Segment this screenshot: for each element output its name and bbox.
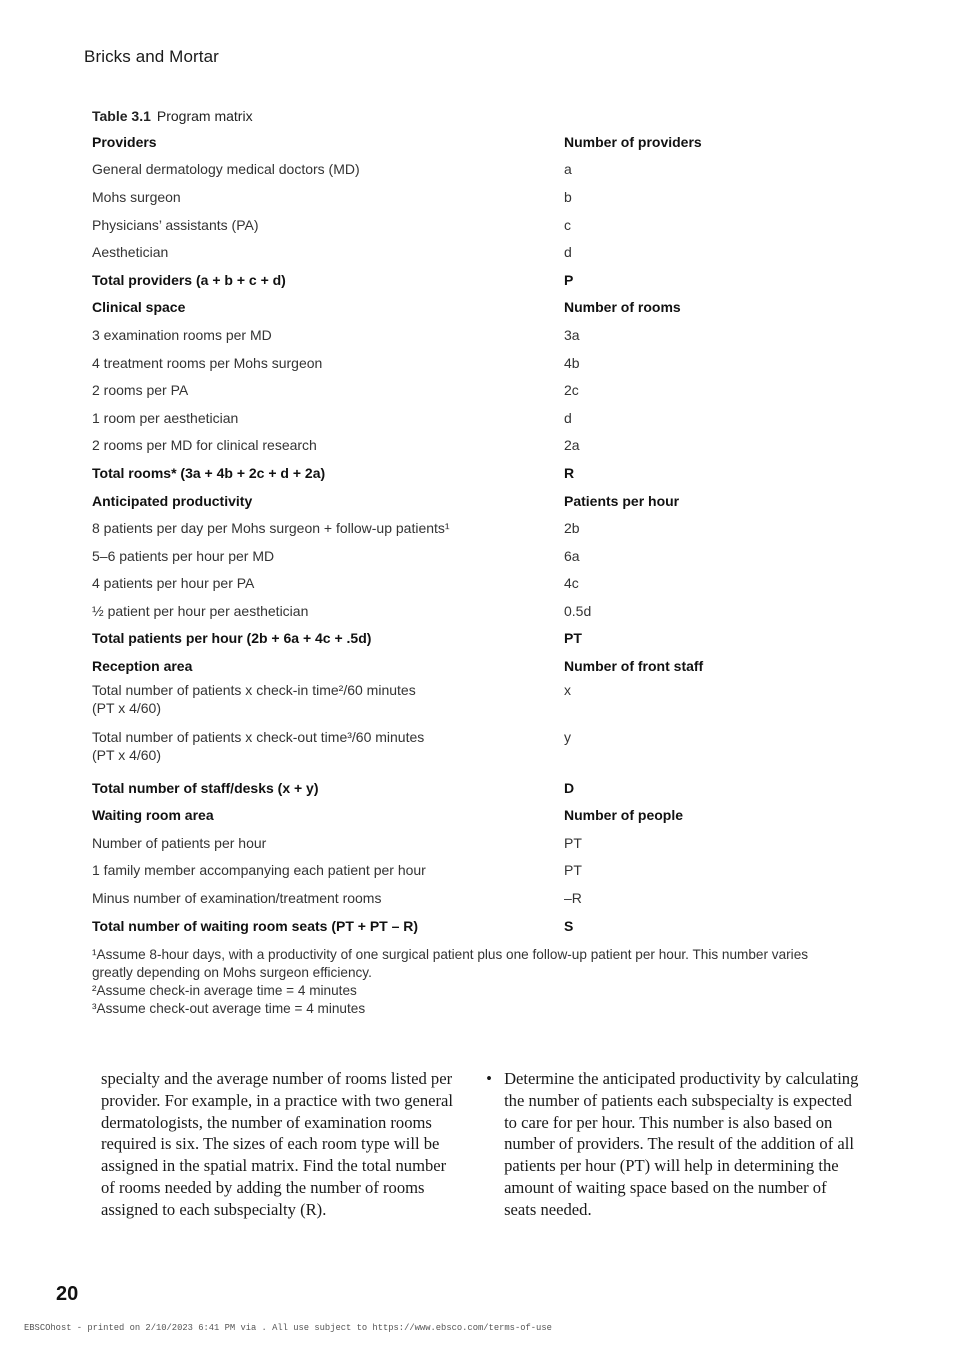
- table-row: [92, 570, 852, 598]
- table-cell-value: Number of providers: [564, 133, 702, 150]
- cell-text-line2: (PT x 4/60): [92, 746, 161, 763]
- table-cell-item: [92, 409, 564, 427]
- cell-text: Waiting room area: [92, 807, 214, 824]
- table-row: [92, 238, 852, 266]
- cell-text: Reception area: [92, 658, 193, 675]
- table-row: [92, 727, 852, 774]
- table-cell-value: 3a: [564, 326, 580, 343]
- table-footnotes: [92, 946, 852, 1018]
- table-cell-item: [92, 160, 564, 178]
- table-cell-value: y: [564, 728, 571, 745]
- table-cell-value: P: [564, 271, 574, 288]
- table-cell-item: [92, 889, 564, 907]
- table-row: [92, 774, 852, 802]
- table-cell-value: 6a: [564, 547, 580, 564]
- table-cell-item: [92, 728, 564, 764]
- table-row: [92, 211, 852, 239]
- table-row: [92, 652, 852, 680]
- cell-text: 3 examination rooms per MD: [92, 326, 272, 343]
- table-caption: [92, 106, 852, 128]
- table-row: [92, 128, 852, 156]
- table-cell-item: [92, 681, 564, 717]
- table-cell-value: x: [564, 681, 571, 698]
- page-number: 20: [56, 1283, 79, 1305]
- table-cell-item: [92, 574, 564, 592]
- table-cell-item: [92, 834, 564, 852]
- table-cell-value: d: [564, 244, 572, 261]
- table-cell-value: Number of rooms: [564, 299, 681, 316]
- table-row: [92, 514, 852, 542]
- footnote: ¹Assume 8-hour days, with a productivity of one surgical patient plus one follow-up patient per hour. This number varies greatly depending on Mohs surgeon efficiency.: [92, 947, 809, 981]
- table-cell-item: [92, 216, 564, 234]
- cell-text: General dermatology medical doctors (MD): [92, 161, 360, 178]
- table-cell-item: [92, 298, 564, 316]
- table-cell-value: Number of front staff: [564, 658, 704, 675]
- table-cell-value: D: [564, 779, 575, 796]
- table-row: [92, 625, 852, 653]
- table-cell-item: [92, 464, 564, 482]
- cell-text: Total number of waiting room seats (PT + PT – R): [92, 917, 419, 934]
- table-row: [92, 432, 852, 460]
- table-cell-value: 2a: [564, 437, 580, 454]
- table-cell-item: [92, 188, 564, 206]
- table-row: [92, 857, 852, 885]
- cell-text: Clinical space: [92, 299, 186, 316]
- table-cell-value: c: [564, 216, 571, 233]
- cell-text: 2 rooms per MD for clinical research: [92, 437, 317, 454]
- cell-text: Total number of patients x check-in time²/60 minutes: [92, 681, 416, 698]
- cell-text: 4 treatment rooms per Mohs surgeon: [92, 354, 323, 371]
- bullet-marker: •: [486, 1069, 492, 1088]
- table-cell-item: [92, 243, 564, 261]
- table-cell-value: 4b: [564, 354, 580, 371]
- cell-text: 5–6 patients per hour per MD: [92, 547, 275, 564]
- table-cell-item: [92, 806, 564, 824]
- cell-text: Total providers (a + b + c + d): [92, 271, 286, 288]
- body-text: [101, 1068, 861, 1221]
- table-cell-item: [92, 381, 564, 399]
- table-cell-value: S: [564, 917, 574, 934]
- table-cell-item: [92, 354, 564, 372]
- cell-text: 8 patients per day per Mohs surgeon + follow-up patients¹: [92, 520, 450, 537]
- table-cell-value: b: [564, 188, 572, 205]
- cell-text: Total rooms* (3a + 4b + 2c + d + 2a): [92, 464, 326, 481]
- table-cell-value: 4c: [564, 575, 579, 592]
- cell-text: 2 rooms per PA: [92, 382, 189, 399]
- cell-text: 4 patients per hour per PA: [92, 575, 255, 592]
- body-bullet-item: Determine the anticipated productivity by calculating the number of patients each subspecialty is expected to care for per hour. This number is also based on number of providers. The result of the addition of all patients per hour (PT) will help in determining the amount of waiting space based on the number of seats needed.: [504, 1069, 859, 1219]
- cell-text: Number of patients per hour: [92, 834, 267, 851]
- footnote: ²Assume check-in average time = 4 minutes: [92, 983, 357, 999]
- table-cell-value: a: [564, 161, 572, 178]
- body-right-column: [486, 1068, 861, 1221]
- program-matrix-table: [92, 106, 852, 1018]
- body-left-paragraph: specialty and the average number of rooms listed per provider. For example, in a practice with two general dermatologists, the number of examination rooms required is six. The sizes of each room type will be assigned in the spatial matrix. Find the total number of rooms needed by adding the number of rooms assigned to each subspecialty (R).: [101, 1069, 454, 1219]
- cell-text: 1 family member accompanying each patient per hour: [92, 862, 426, 879]
- table-cell-item: [92, 133, 564, 151]
- table-cell-value: –R: [564, 890, 582, 907]
- table-cell-value: PT: [564, 630, 582, 647]
- table-row: [92, 349, 852, 377]
- table-cell-item: [92, 519, 564, 537]
- cell-text: Total number of patients x check-out time³/60 minutes: [92, 728, 425, 745]
- table-row: [92, 266, 852, 294]
- table-cell-value: Patients per hour: [564, 492, 680, 509]
- table-row: [92, 321, 852, 349]
- cell-text: Mohs surgeon: [92, 188, 181, 205]
- table-cell-value: d: [564, 409, 572, 426]
- table-cell-item: [92, 326, 564, 344]
- table-cell-item: [92, 492, 564, 510]
- table-cell-value: Number of people: [564, 807, 684, 824]
- table-row: [92, 156, 852, 184]
- cell-text: Minus number of examination/treatment rooms: [92, 890, 382, 907]
- table-row: [92, 183, 852, 211]
- table-cell-value: PT: [564, 834, 582, 851]
- cell-text: ½ patient per hour per aesthetician: [92, 602, 309, 619]
- table-cell-value: PT: [564, 862, 582, 879]
- table-cell-value: R: [564, 464, 575, 481]
- table-row: [92, 884, 852, 912]
- table-cell-item: [92, 861, 564, 879]
- table-title: Program matrix: [156, 108, 253, 124]
- table-row: [92, 459, 852, 487]
- print-footer: EBSCOhost - printed on 2/10/2023 6:41 PM via . All use subject to https://www.ebsco.com/terms-of-use: [24, 1323, 552, 1333]
- table-row: [92, 801, 852, 829]
- table-cell-item: [92, 436, 564, 454]
- cell-text: Total number of staff/desks (x + y): [92, 779, 319, 796]
- table-row: [92, 487, 852, 515]
- table-cell-item: [92, 271, 564, 289]
- table-cell-item: [92, 917, 564, 935]
- table-cell-item: [92, 779, 564, 797]
- cell-text-line2: (PT x 4/60): [92, 699, 161, 716]
- table-cell-value: 0.5d: [564, 602, 592, 619]
- table-row: [92, 542, 852, 570]
- table-body: [92, 128, 852, 939]
- table-cell-item: [92, 547, 564, 565]
- cell-text: Providers: [92, 133, 157, 150]
- table-row: [92, 376, 852, 404]
- cell-text: Physicians’ assistants (PA): [92, 216, 259, 233]
- table-cell-value: 2c: [564, 382, 579, 399]
- cell-text: Aesthetician: [92, 244, 169, 261]
- table-row: [92, 597, 852, 625]
- table-row: [92, 404, 852, 432]
- cell-text: Anticipated productivity: [92, 492, 253, 509]
- cell-text: Total patients per hour (2b + 6a + 4c + .5d): [92, 630, 372, 647]
- table-row: [92, 294, 852, 322]
- table-row: [92, 829, 852, 857]
- table-row: [92, 912, 852, 940]
- table-cell-item: [92, 602, 564, 620]
- footnote: ³Assume check-out average time = 4 minutes: [92, 1001, 366, 1017]
- table-cell-item: [92, 629, 564, 647]
- table-label: Table 3.1: [92, 108, 151, 124]
- cell-text: 1 room per aesthetician: [92, 409, 239, 426]
- table-row: [92, 680, 852, 727]
- table-cell-value: 2b: [564, 520, 580, 537]
- running-title: Bricks and Mortar: [84, 47, 219, 66]
- table-cell-item: [92, 657, 564, 675]
